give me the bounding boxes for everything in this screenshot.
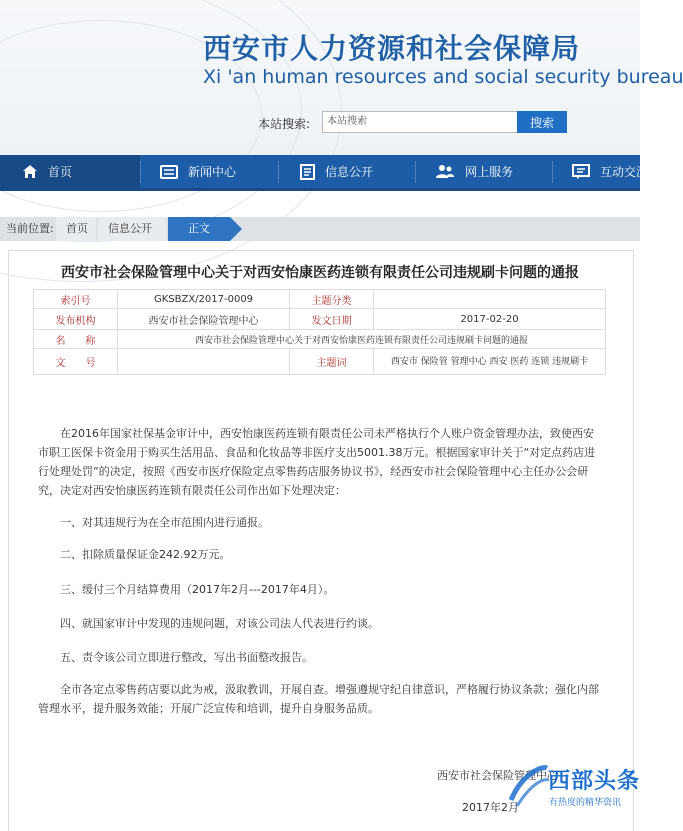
signature-org: 西安市社会保险管理中心	[437, 769, 558, 782]
meta-label: 主题分类	[290, 290, 374, 309]
signature-date: 2017年2月	[462, 801, 519, 814]
breadcrumb-section[interactable]: 信息公开	[108, 222, 152, 235]
meta-label: 发布机构	[34, 309, 118, 330]
nav-item-info[interactable]	[300, 155, 373, 188]
watermark-text: 西部头条	[548, 769, 641, 794]
breadcrumb-current: 正文	[168, 217, 230, 241]
nav-item-news[interactable]	[160, 155, 236, 188]
nav-item-service[interactable]	[435, 155, 513, 188]
meta-label: 发文日期	[290, 309, 374, 330]
news-icon	[160, 165, 178, 179]
users-icon	[435, 164, 455, 179]
meta-value	[374, 290, 606, 309]
site-subtitle: Xi 'an human resources and social security bureau	[203, 66, 683, 88]
meta-label: 文 号	[34, 349, 118, 375]
chat-icon	[572, 164, 590, 180]
decision-item: 四、就国家审计中发现的违规问题，对该公司法人代表进行约谈。	[60, 617, 379, 630]
decision-item: 一、对其违规行为在全市范围内进行通报。	[60, 516, 269, 529]
meta-value: 西安市社会保险管理中心关于对西安怡康医药连锁有限责任公司违规刷卡问题的通报	[118, 330, 606, 349]
site-header	[0, 0, 683, 155]
article-intro: 在2016年国家社保基金审计中，西安怡康医药连锁有限责任公司未严格执行个人账户资金管理办法，致使西安市职工医保卡资金用于购买生活用品、食品和化妆品等非医疗支出5001.38万元。根据国家审计关于“对定点药店进行处理处罚”的决定，按照《西安市医疗保险定点零售药店服务协议书》，经西安市社会保险管理中心主任办公会研究，决定对西安怡康医药连锁有限责任公司作出如下处理决定：	[38, 427, 596, 497]
meta-row	[34, 330, 606, 349]
article-closing: 全市各定点零售药店要以此为戒，汲取教训，开展自查。增强遵规守纪自律意识，严格履行协议条款；强化内部管理水平，提升服务效能；开展广泛宣传和培训，提升自身服务品质。	[38, 683, 599, 715]
home-icon	[22, 164, 38, 179]
search-input[interactable]	[322, 111, 522, 133]
breadcrumb-prefix: 当前位置:	[6, 222, 54, 235]
search-label: 本站搜索:	[258, 117, 311, 131]
nav-label: 网上服务	[465, 165, 514, 179]
breadcrumb	[0, 217, 640, 241]
meta-row	[34, 290, 606, 309]
nav-label: 首页	[48, 165, 73, 179]
nav-item-home[interactable]	[0, 155, 140, 188]
nav-divider	[552, 161, 553, 183]
nav-divider	[415, 161, 416, 183]
meta-value: 2017-02-20	[374, 309, 606, 330]
site-title: 西安市人力资源和社会保障局	[203, 32, 581, 65]
meta-label: 名 称	[34, 330, 118, 349]
breadcrumb-home[interactable]: 首页	[66, 222, 88, 235]
meta-value	[118, 349, 290, 375]
main-nav	[0, 155, 649, 191]
nav-label: 新闻中心	[188, 165, 237, 179]
meta-value: 西安市 保险管 管理中心 西安 医药 连锁 违规刷卡	[374, 349, 606, 375]
meta-row	[34, 309, 606, 330]
search-button[interactable]: 搜索	[517, 111, 567, 133]
decision-item: 三、缓付三个月结算费用（2017年2月---2017年4月）。	[60, 583, 335, 596]
nav-label: 互动交流	[600, 165, 649, 179]
nav-item-interact[interactable]	[572, 155, 648, 188]
meta-value: 西安市社会保险管理中心	[118, 309, 290, 330]
nav-divider	[140, 161, 141, 183]
meta-table	[33, 289, 606, 375]
watermark-subtext: 有热度的精华资讯	[549, 798, 622, 808]
search-input-value: 本站搜索	[327, 116, 367, 127]
meta-label: 主题词	[290, 349, 374, 375]
meta-label: 索引号	[34, 290, 118, 309]
nav-divider	[278, 161, 279, 183]
nav-label: 信息公开	[325, 165, 374, 179]
decision-item: 二、扣除质量保证金242.92万元。	[60, 548, 231, 561]
meta-value: GKSBZX/2017-0009	[118, 290, 290, 309]
meta-row	[34, 349, 606, 375]
article-title: 西安市社会保险管理中心关于对西安怡康医药连锁有限责任公司违规刷卡问题的通报	[61, 265, 579, 281]
decision-item: 五、责令该公司立即进行整改，写出书面整改报告。	[60, 651, 313, 664]
doc-icon	[300, 164, 315, 180]
